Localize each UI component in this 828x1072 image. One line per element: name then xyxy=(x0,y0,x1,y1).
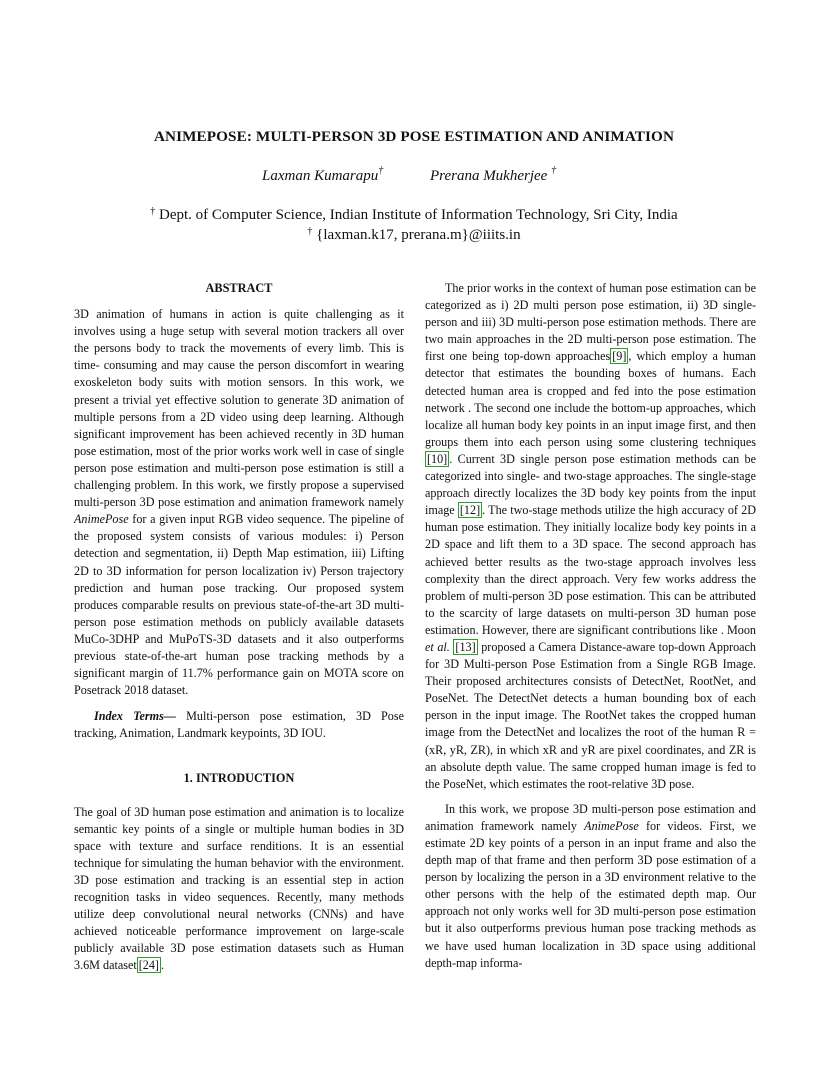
left-column xyxy=(74,280,404,974)
index-terms: Index Terms— Multi-person pose estimation, 3D Pose tracking, Animation, Landmark keypoints, 3D IOU. xyxy=(74,709,404,741)
abstract-body: 3D animation of humans in action is quite challenging as it involves using a huge setup with several motion trackers all over the persons body to track the movements of every limb. This is time- consuming and may cause the person discomfort in wearing exoskeleton body suits with motion sensors. In this work, we present a trivial yet effective solution to generate 3D animation of multiple persons from a 2D video using deep learning. Although significant improvement has been achieved recently in 3D human pose estimation, most of the prior works work well in case of single person pose estimation and multi-person pose estimation is still a challenging problem. In this work, we firstly propose a supervised multi-person 3D pose estimation and animation framework namely AnimePose for a given input RGB video sequence. The pipeline of the proposed system consists of various modules: i) Person detection and segmentation, ii) Depth Map estimation, iii) Lifting 2D to 3D information for person localization iv) Person trajectory prediction and human pose tracking. Our proposed system produces comparable results on previous state-of-the-art 3D multi-person pose estimation methods on publicly available datasets MuCo-3DHP and MuPoTS-3D datasets and it also outperforms previous state-of-the-art human pose tracking methods by a significant margin of 11.7% performance gain on MOTA score on Posetrack 2018 dataset. xyxy=(74,307,404,698)
affiliation xyxy=(0,205,828,245)
citation-link[interactable]: [12] xyxy=(459,503,481,518)
author-1: Laxman Kumarapu† xyxy=(262,165,384,184)
affiliation-line-1: † Dept. of Computer Science, Indian Institute of Information Technology, Sri City, India xyxy=(150,206,678,223)
author-2: Prerana Mukherjee † xyxy=(430,165,557,184)
paper-title: ANIMEPOSE: MULTI-PERSON 3D POSE ESTIMATION AND ANIMATION xyxy=(153,128,675,145)
citation-link[interactable]: [13] xyxy=(455,639,476,654)
citation-link[interactable]: [9] xyxy=(612,349,627,364)
introduction-paragraph-1: The goal of 3D human pose estimation and animation is to localize semantic key points of a single or multiple human bodies in 3D space with texture and surface renditions. It is an essential technique for simulating the human behavior with the environment. 3D pose estimation and tracking is an essential step in action recognition tasks in video sequences. Recently, many methods utilize deep convolutional neural networks (CNNs) and have achieved noticeable performance improvement on large-scale publicly available 3D pose estimation datasets such as Human 3.6M dataset [24] . xyxy=(74,804,404,973)
abstract-heading: ABSTRACT xyxy=(205,281,273,295)
introduction-heading: 1. INTRODUCTION xyxy=(183,771,295,786)
citation-link[interactable]: [24] xyxy=(138,958,159,973)
contribution-paragraph: In this work, we propose 3D multi-person pose estimation and animation framework namely AnimePose for videos. First, we estimate 2D key points of a person in an input frame and also the depth map of that frame and then perform 3D pose estimation of a person by localizing the person in a 3D environment relative to the other persons with the help of the estimated depth map. Our approach not only works well for 3D multi-person pose estimation but it also outperforms previous human pose tracking methods as we have used human localization in 3D space using additional depth-map informa- xyxy=(425,801,756,970)
related-work-paragraph: The prior works in the context of human pose estimation can be categorized as i) 2D multi person pose estimation, ii) 3D single-person and iii) 3D multi-person pose estimation methods. There are two main approaches in the 2D multi-person pose estimation. The first one being top-down approaches [9] , which employ a human detector that estimates the bounding boxes of humans. Each detected human area is cropped and fed into the pose estimation network . The second one include the bottom-up approaches, which localize all human body key points in an input image first, and then groups them into each person using some clustering techniques [10] . Current 3D single person pose estimation methods can be categorized into single- and two-stage approaches. The single-stage approach directly localizes the 3D body key points from the input image [12] . The two-stage methods utilize the high accuracy of 2D human pose estimation. They initially localize body key points in a 2D space and lift them to a 3D space. The second approach has achieved better results as the two-stage approach involves less complexity than the direct approach. Very few works address the problem of multi-person 3D pose estimation. This can be attributed to the scarcity of large datasets on multi-person 3D human pose estimation. However, there are significant contributions like . Moon et al. [13] proposed a Camera Distance-aware top-down Approach for 3D Multi-person Pose Estimation from a Single RGB Image. Their proposed architectures consists of DetectNet, RootNet, and PoseNet. The DetectNet detects a human bounding box of each person in the input image. The RootNet takes the cropped human image from the DetectNet and localizes the root of the human R = (xR, yR, ZR), in which xR and yR are pixel coordinates, and ZR is an absolute depth value. The same cropped human image is fed to the PoseNet, which estimates the root-relative 3D pose. xyxy=(425,281,756,791)
affiliation-emails: † {laxman.k17, prerana.m}@iiits.in xyxy=(307,226,521,243)
arxiv-identifier xyxy=(0,0,62,1072)
citation-link[interactable]: [10] xyxy=(427,451,448,466)
right-column xyxy=(425,280,756,972)
